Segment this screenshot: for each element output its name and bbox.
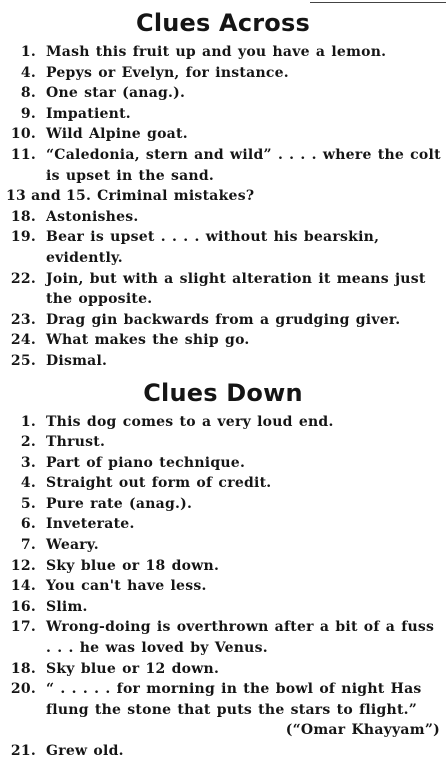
top-rule	[310, 2, 446, 3]
clue-number: 2.	[20, 434, 36, 451]
clue-text	[46, 556, 446, 577]
clue-item	[0, 310, 446, 331]
clue-item	[0, 494, 446, 515]
clue-text	[46, 207, 446, 228]
clue-item	[0, 514, 446, 535]
clue-body: You can't have less.	[46, 578, 207, 595]
clue-body: Join, but with a slight alteration it means just the opposite.	[46, 270, 426, 308]
clue-body: “ . . . . . for morning in the bowl of night Has flung the stone that puts the stars to flight.”	[46, 681, 422, 718]
clue-number: 4.	[20, 64, 36, 81]
clue-text	[46, 453, 446, 474]
clue-body: Grew old.	[46, 743, 124, 759]
clue-number: 18.	[10, 208, 36, 225]
clue-item	[0, 104, 446, 125]
clue-text	[46, 679, 446, 741]
clue-body: Slim.	[46, 598, 88, 615]
clue-number: 13 and 15.	[6, 188, 92, 205]
clue-item	[0, 207, 446, 228]
clue-body: Sky blue or 18 down.	[46, 557, 220, 574]
clue-item	[0, 145, 446, 186]
clue-item	[0, 535, 446, 556]
clue-text	[46, 330, 446, 351]
clues-across-heading: Clues Across	[136, 9, 310, 37]
clue-text	[46, 576, 446, 597]
clue-number: 8.	[20, 85, 36, 102]
clue-item	[0, 186, 446, 207]
clue-body: Drag gin backwards from a grudging giver.	[46, 311, 401, 328]
clue-text	[46, 473, 446, 494]
clue-body: Straight out form of credit.	[46, 475, 272, 492]
clue-body: Wrong-doing is overthrown after a bit of a fuss . . . he was loved by Venus.	[46, 619, 435, 657]
clue-text	[46, 597, 446, 618]
clue-body: Bear is upset . . . . without his bearskin, evidently.	[46, 229, 380, 266]
clue-number: 1.	[20, 44, 36, 60]
clues-down-list	[0, 412, 446, 762]
clue-number: 16.	[10, 598, 36, 615]
clue-number: 11.	[10, 146, 36, 163]
clue-body: One star (anag.).	[46, 85, 186, 102]
clue-body: Sky blue or 12 down.	[46, 660, 220, 677]
clue-item	[0, 576, 446, 597]
clue-body: Criminal mistakes?	[97, 188, 255, 205]
clue-body: Part of piano technique.	[46, 454, 246, 471]
clue-number: 12.	[10, 557, 36, 574]
clue-number: 3.	[20, 454, 36, 471]
clue-text	[46, 42, 446, 63]
clue-text	[46, 63, 446, 84]
clue-body: Weary.	[46, 537, 99, 554]
clue-text	[46, 494, 446, 515]
clue-body: Impatient.	[46, 105, 131, 122]
clue-number: 19.	[10, 229, 36, 246]
clue-number: 21.	[10, 743, 36, 759]
clue-text	[46, 269, 446, 310]
clue-number: 10.	[10, 126, 36, 143]
clues-across-list	[0, 42, 446, 372]
clue-number: 6.	[20, 516, 36, 533]
clue-number: 9.	[20, 105, 36, 122]
clue-item	[0, 659, 446, 680]
clue-text	[46, 741, 446, 762]
clue-body: This dog comes to a very loud end.	[46, 413, 334, 430]
clue-number: 5.	[20, 495, 36, 512]
clue-body: Dismal.	[46, 352, 108, 369]
clue-text	[46, 659, 446, 680]
clue-text	[46, 514, 446, 535]
clue-number: 20.	[10, 681, 36, 698]
clue-number: 17.	[10, 619, 36, 636]
clue-text	[46, 617, 446, 658]
clue-item	[0, 330, 446, 351]
clue-text	[46, 535, 446, 556]
clue-item	[0, 432, 446, 453]
clue-body: Astonishes.	[46, 208, 139, 225]
clue-body: “Caledonia, stern and wild” . . . . where the colt is upset in the sand.	[46, 146, 441, 184]
clue-item	[0, 617, 446, 658]
clue-text	[46, 432, 446, 453]
clue-text	[46, 145, 446, 186]
clue-text	[46, 83, 446, 104]
clue-number: 18.	[10, 660, 36, 677]
clue-item	[0, 679, 446, 741]
clue-number: 23.	[10, 311, 36, 328]
clue-item	[0, 412, 446, 433]
clue-text	[97, 186, 446, 207]
clue-item	[0, 741, 446, 762]
clue-body: Wild Alpine goat.	[46, 126, 188, 143]
clue-item	[0, 453, 446, 474]
clue-item	[0, 227, 446, 268]
clue-text	[46, 227, 446, 268]
clue-body: Pepys or Evelyn, for instance.	[46, 64, 289, 81]
clue-body: Mash this fruit up and you have a lemon.	[46, 44, 387, 60]
clue-number: 14.	[10, 578, 36, 595]
clue-number: 1.	[20, 413, 36, 430]
clue-body: Pure rate (anag.).	[46, 495, 193, 512]
clue-item	[0, 124, 446, 145]
clue-item	[0, 473, 446, 494]
clue-body: Inveterate.	[46, 516, 135, 533]
clue-attribution: (“Omar Khayyam”)	[285, 722, 440, 739]
clue-text	[46, 124, 446, 145]
crossword-clues	[0, 8, 446, 762]
clue-text	[46, 310, 446, 331]
clue-item	[0, 42, 446, 63]
clues-down-heading: Clues Down	[143, 378, 303, 407]
clue-item	[0, 63, 446, 84]
clue-item	[0, 83, 446, 104]
clue-number: 25.	[10, 352, 36, 369]
clue-number: 24.	[10, 332, 36, 349]
clue-item	[0, 597, 446, 618]
clue-item	[0, 351, 446, 372]
clue-number: 22.	[10, 270, 36, 287]
clue-body: Thrust.	[46, 434, 106, 451]
clue-text	[46, 351, 446, 372]
clue-item	[0, 269, 446, 310]
clue-text	[46, 104, 446, 125]
clue-number: 4.	[20, 475, 36, 492]
clue-text	[46, 412, 446, 433]
clue-body: What makes the ship go.	[46, 332, 250, 349]
clue-number: 7.	[20, 537, 36, 554]
clue-item	[0, 556, 446, 577]
